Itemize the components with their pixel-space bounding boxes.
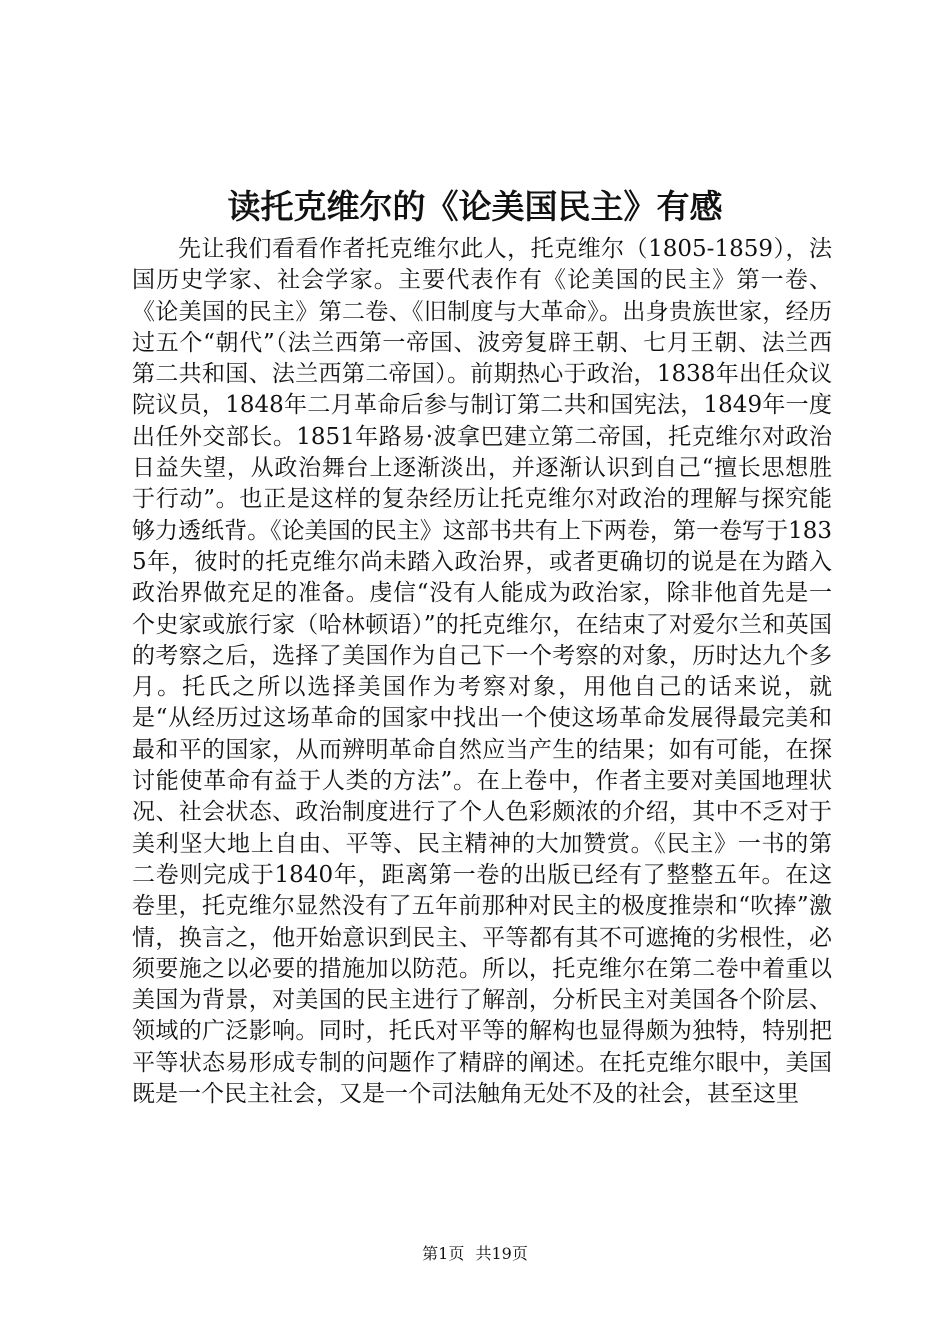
page-total: 共19页 [475,1244,528,1263]
page-number: 第1页 [422,1244,465,1263]
page-footer [0,1243,950,1265]
body-paragraph: 先让我们看看作者托克维尔此人，托克维尔（1805-1859），法国历史学家、社会学家。主要代表作有《论美国的民主》第一卷、《论美国的民主》第二卷、《旧制度与大革命》。出身贵族世家，经历过五个“朝代”（法兰西第一帝国、波旁复辟王朝、七月王朝、法兰西第二共和国、法兰西第二帝国）。前期热心于政治，1838年出任众议院议员，1848年二月革命后参与制订第二共和国宪法，1849年一度出任外交部长。1851年路易·波拿巴建立第二帝国，托克维尔对政治日益失望，从政治舞台上逐渐淡出，并逐渐认识到自己“擅长思想胜于行动”。也正是这样的复杂经历让托克维尔对政治的理解与探究能够力透纸背。《论美国的民主》这部书共有上下两卷，第一卷写于1835年，彼时的托克维尔尚未踏入政治界，或者更确切的说是在为踏入政治界做充足的准备。虔信“没有人能成为政治家，除非他首先是一个史家或旅行家（哈林顿语）”的托克维尔，在结束了对爱尔兰和英国的考察之后，选择了美国作为自己下一个考察的对象，历时达九个多月。托氏之所以选择美国作为考察对象，用他自己的话来说，就是“从经历过这场革命的国家中找出一个使这场革命发展得最完美和最和平的国家，从而辨明革命自然应当产生的结果；如有可能，在探讨能使革命有益于人类的方法”。在上卷中，作者主要对美国地理状况、社会状态、政治制度进行了个人色彩颇浓的介绍，其中不乏对于美利坚大地上自由、平等、民主精神的大加赞赏。《民主》一书的第二卷则完成于1840年，距离第一卷的出版已经有了整整五年。在这卷里，托克维尔显然没有了五年前那种对民主的极度推崇和“吹捧”激情，换言之，他开始意识到民主、平等都有其不可遮掩的劣根性，必须要施之以必要的措施加以防范。所以，托克维尔在第二卷中着重以美国为背景，对美国的民主进行了解剖，分析民主对美国各个阶层、领域的广泛影响。同时，托氏对平等的解构也显得颇为独特，特别把平等状态易形成专制的问题作了精辟的阐述。在托克维尔眼中，美国既是一个民主社会，又是一个司法触角无处不及的社会，甚至这里 [132,236,832,1108]
document-title: 读托克维尔的《论美国民主》有感 [227,187,723,226]
